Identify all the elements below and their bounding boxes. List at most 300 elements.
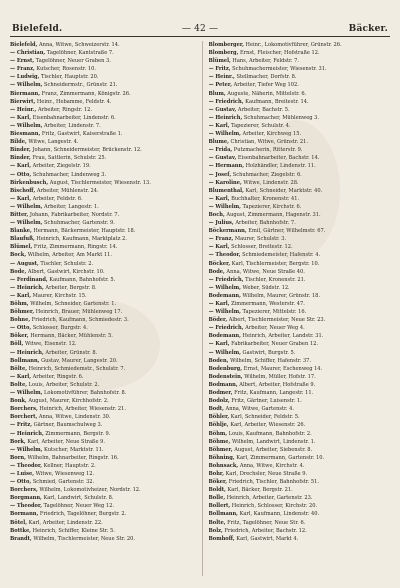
entry-name: Biesmann, — [10, 131, 41, 138]
directory-entry — [10, 179, 192, 187]
directory-entry — [10, 90, 192, 98]
directory-entry — [10, 219, 192, 227]
directory-entry — [10, 243, 192, 251]
entry-name: Born, — [10, 454, 26, 461]
entry-details: August, Tischlermeister, Wiesenstr. 13. — [49, 179, 151, 186]
entry-name: Boch, — [208, 211, 225, 218]
entry-name: Borgmann, — [10, 495, 42, 502]
entry-details: Kutscher, Marktstr. 11. — [44, 446, 104, 453]
directory-entry — [10, 260, 192, 268]
entry-name: Binder, — [10, 147, 31, 154]
directory-entry — [10, 349, 192, 357]
entry-details: Wilhelm, Arbeiter, Am Markt 11. — [27, 252, 112, 259]
directory-entry — [209, 130, 391, 138]
entry-name: Bodmer, — [208, 390, 233, 397]
left-column — [10, 41, 192, 576]
entry-name: Bode, — [10, 268, 27, 275]
directory-entry — [209, 284, 391, 292]
entry-name: Borchers, — [10, 406, 38, 413]
entry-details: Kellner, Hauptstr. 2. — [43, 462, 96, 469]
directory-entry — [209, 276, 391, 284]
directory-entry — [10, 470, 192, 478]
entry-details: Karl, Arbeiter, Wiesenstr. 26. — [230, 422, 306, 429]
entry-name: — Wilhelm, — [10, 446, 43, 453]
entry-name: — Luise, — [10, 470, 34, 477]
entry-name: Blaufuß, — [10, 236, 35, 243]
entry-name: Böhm, — [10, 301, 29, 307]
entry-details: Heinrich, Arbeiter, Landstr. 31. — [242, 333, 324, 340]
entry-details: Arbeiter, Tiefer Weg 102. — [233, 82, 299, 89]
entry-details: Anna, Witwe, Schweizerstr. 14. — [38, 42, 120, 48]
entry-details: Heinrich, Arbeiter, Gartenstr. 23. — [226, 495, 313, 502]
directory-entry — [209, 454, 391, 462]
directory-entry — [209, 300, 391, 308]
entry-name: — Karl, — [208, 195, 230, 202]
directory-entry — [209, 268, 391, 276]
entry-name: Blümel, — [208, 58, 231, 65]
directory-entry — [10, 462, 192, 470]
entry-name: Böhm, — [208, 430, 228, 437]
entry-name: — Karl, — [10, 292, 31, 299]
directory-entry — [10, 211, 192, 219]
entry-details: Schlosser, Burgstr. 4. — [32, 325, 88, 332]
entry-details: Witwe, Eisenstr. 12. — [24, 341, 77, 348]
entry-details: Auguste, Näherin, Mittelstr. 6. — [227, 90, 307, 97]
entry-name: — Wilhelm, — [10, 390, 43, 397]
directory-entry — [209, 519, 391, 527]
entry-name: Bodmann, — [208, 381, 238, 388]
directory-entry — [10, 527, 192, 535]
directory-entry — [10, 438, 192, 446]
entry-name: Bodolz, — [208, 398, 230, 405]
directory-entry — [209, 357, 391, 365]
entry-details: Wilhelm, Bahnarbeiter, Ringstr. 16. — [27, 454, 119, 461]
directory-entry — [10, 122, 192, 130]
entry-name: Bohne, — [10, 317, 31, 324]
entry-name: Borchert, — [10, 414, 38, 421]
entry-name: Bollmann, — [10, 357, 40, 364]
entry-name: Böckermann, — [208, 228, 247, 235]
entry-details: Schuhmacher, Mühlenweg 3. — [243, 114, 320, 121]
entry-details: Schneidermstr., Grünstr. 21. — [44, 82, 118, 89]
directory-entry — [209, 81, 391, 89]
entry-details: Tischler, Kronenstr. 21. — [245, 276, 306, 283]
entry-details: Schuhmacher, Lindenweg 3. — [32, 171, 107, 178]
entry-details: Heinrich, Brauer, Mühlenweg 17. — [35, 309, 123, 316]
entry-name: Blomberger, — [208, 42, 244, 48]
directory-entry — [10, 510, 192, 518]
entry-details: Wilhelm, Schneider, Gartenstr. 1. — [30, 301, 117, 307]
entry-name: — Karl, — [10, 163, 31, 170]
entry-details: Zimmermann, Bergstr. 9. — [45, 430, 111, 437]
entry-details: Lokomotivführer, Bahnhofstr. 8. — [44, 390, 127, 397]
entry-details: Fritz, Kaufmann, Langestr. 11. — [234, 390, 314, 397]
entry-details: Emil, Gärtner, Wilhelmstr. 67. — [248, 228, 326, 235]
entry-name: — Heinr., — [208, 74, 235, 81]
entry-details: Anna, Witwe, Kirchstr. 4. — [239, 462, 305, 469]
directory-entry — [209, 211, 391, 219]
directory-entry — [10, 114, 192, 122]
entry-details: Albert, Tischlermeister, Neue Str. 23. — [228, 317, 326, 324]
directory-entry — [10, 300, 192, 308]
entry-name: Bottke, — [10, 527, 31, 534]
entry-name: Blumenthal, — [208, 187, 244, 194]
directory-entry — [10, 292, 192, 300]
entry-name: Bielefeld, — [10, 42, 38, 48]
entry-details: Maurer, Schulstr. 3. — [234, 236, 287, 243]
entry-details: Karl, Schneider, Marktstr. 40. — [245, 187, 323, 194]
directory-entry — [10, 373, 192, 381]
directory-entry — [209, 527, 391, 535]
entry-details: Arbeiter, Neuer Weg 4. — [245, 325, 305, 332]
directory-entry — [209, 73, 391, 81]
directory-entry — [209, 340, 391, 348]
directory-entry — [209, 122, 391, 130]
entry-details: Arbeiter, Mühlenstr. 24. — [36, 187, 99, 194]
entry-name: Böhler, — [208, 414, 230, 421]
entry-details: Christian, Witwe, Grünstr. 21. — [230, 139, 308, 146]
entry-name: — Peter, — [208, 82, 232, 89]
directory-entry — [209, 349, 391, 357]
directory-entry — [10, 405, 192, 413]
directory-entry — [209, 510, 391, 518]
entry-name: Bölte, — [10, 365, 28, 372]
entry-name: Bollmann, — [208, 511, 238, 518]
entry-name: — Heinrich, — [10, 430, 44, 437]
entry-details: Karl, Tischlermeister, Bergstr. 10. — [231, 260, 320, 267]
directory-entry — [10, 365, 192, 373]
entry-name: Bolte, — [208, 519, 226, 526]
directory-entry — [10, 308, 192, 316]
entry-name: Böhning, — [208, 454, 235, 461]
entry-name: — Wilhelm, — [208, 131, 241, 138]
entry-name: Bollert, — [208, 503, 231, 510]
entry-details: Karl, Arbeiter, Neue Straße 9. — [27, 438, 105, 445]
entry-details: Schuhmacher, Gartenstr. 9. — [44, 220, 115, 227]
entry-name: — Josef, — [208, 171, 232, 178]
directory-entry — [209, 106, 391, 114]
directory-entry — [10, 389, 192, 397]
entry-details: Tagelöhner, Kantstraße 7. — [46, 50, 114, 57]
entry-details: Kaufmann, Bahnhofstr. 5. — [49, 276, 116, 283]
entry-details: Wilhelm, Schiffer, Hafenstr. 37. — [230, 357, 312, 364]
entry-name: — Friedrich, — [208, 98, 244, 105]
entry-name: Blanke, — [10, 228, 32, 235]
entry-name: — Friedrich, — [208, 276, 244, 283]
directory-entry — [209, 219, 391, 227]
entry-details: Arbeiter, Feldstr. 6. — [32, 195, 83, 202]
directory-entry — [209, 90, 391, 98]
entry-details: Tischler, Schulstr. 2. — [40, 260, 94, 267]
entry-name: Binder, — [10, 155, 31, 162]
directory-entry — [209, 154, 391, 162]
directory-entry — [209, 381, 391, 389]
entry-name: Bohr, — [208, 470, 224, 477]
directory-entry — [209, 251, 391, 259]
entry-details: Arbeiter, Ringstr. 6. — [32, 373, 84, 380]
entry-name: Bodt, — [208, 406, 224, 413]
directory-entry — [209, 227, 391, 235]
entry-details: Gärtner, Baumschulweg 3. — [33, 422, 103, 429]
directory-entry — [209, 243, 391, 251]
entry-name: Bilde, — [10, 139, 27, 146]
entry-name: — Theodor, — [10, 462, 43, 469]
entry-details: Karl, Gastwirt, Markt 4. — [236, 535, 299, 542]
entry-name: Brandt, — [10, 535, 32, 542]
entry-name: Blümel, — [10, 244, 33, 251]
entry-details: Gastwirt, Burgstr. 5. — [242, 349, 296, 356]
entry-details: Holzhändler, Lindenstr. 11. — [245, 163, 316, 170]
entry-details: Wilhelm, Maurer, Grünstr. 18. — [242, 292, 320, 299]
entry-name: Böker, — [208, 479, 228, 486]
entry-details: Heinr., Lokomotivführer, Grünstr. 26. — [245, 42, 342, 48]
entry-details: August, Arbeiter, Siebenstr. 8. — [234, 446, 313, 453]
entry-name: Birkenbusch, — [10, 179, 49, 186]
entry-name: Bormann, — [10, 511, 39, 518]
entry-name: Bohnsack, — [208, 462, 239, 469]
entry-name: Blomberg, — [208, 50, 239, 57]
entry-name: — Julius, — [208, 220, 234, 227]
directory-entry — [10, 276, 192, 284]
entry-details: Fritz, Zimmermann, Ringstr. 14. — [33, 244, 118, 251]
right-column — [202, 41, 391, 576]
entry-name: — Karl, — [10, 195, 31, 202]
entry-name: Böcker, — [208, 260, 231, 267]
entry-details: Wilhelm, Müller, Hofstr. 17. — [244, 373, 316, 380]
entry-name: Bonk, — [10, 398, 27, 405]
directory-entry — [10, 340, 192, 348]
entry-details: Friedrich, Tischler, Bahnhofstr. 51. — [228, 479, 319, 486]
entry-name: Bodemann, — [208, 333, 241, 340]
directory-entry — [209, 535, 391, 543]
entry-details: Heinrich, Schmiedemstr., Schulstr. 7. — [28, 365, 126, 372]
entry-name: — Hermann, — [208, 163, 244, 170]
entry-name: — Heinr., — [10, 106, 37, 113]
entry-name: Bomhoff, — [208, 535, 235, 542]
directory-entry — [10, 235, 192, 243]
directory-entry — [10, 502, 192, 510]
entry-details: Tapezierer, Schulstr. 4. — [231, 122, 291, 129]
entry-name: Bitter, — [10, 211, 29, 218]
directory-entry — [209, 49, 391, 57]
entry-details: Heinr., Hebamme, Feldstr. 4. — [36, 98, 112, 105]
entry-name: — Fritz, — [10, 422, 33, 429]
entry-name: Böll, — [10, 341, 24, 348]
entry-details: Fritz, Tagelöhner, Neue Str. 6. — [227, 519, 306, 526]
entry-name: Bierwirt, — [10, 98, 36, 105]
entry-name: Bodemann, — [208, 292, 241, 299]
entry-details: Arbeiter, Ringstr. 12. — [37, 106, 93, 113]
entry-name: Böhmer, — [10, 309, 35, 316]
entry-name: Bischoff, — [10, 187, 36, 194]
directory-entry — [10, 106, 192, 114]
entry-details: Friedrich, Arbeiter, Bachstr. 12. — [224, 527, 307, 534]
entry-name: — Gustav, — [208, 106, 237, 113]
entry-details: Schlosser, Breitestr. 12. — [231, 244, 293, 251]
entry-details: Zimmermann, Westerstr. 47. — [231, 301, 305, 307]
directory-entry — [10, 138, 192, 146]
directory-entry — [209, 470, 391, 478]
directory-entry — [10, 203, 192, 211]
entry-details: Karl, Bäcker, Bergstr. 21. — [227, 487, 293, 494]
directory-entry — [209, 421, 391, 429]
directory-entry — [209, 235, 391, 243]
entry-name: Bork, — [10, 438, 26, 445]
entry-details: Louis, Arbeiter, Schulstr. 2. — [28, 381, 100, 388]
entry-name: — Wilhelm, — [208, 349, 241, 356]
left-heading: Bielefeld. — [12, 24, 63, 34]
directory-entry — [10, 324, 192, 332]
entry-name: Bodenstein, — [208, 373, 243, 380]
directory-entry — [10, 146, 192, 154]
entry-details: Maurer, Kirchstr. 15. — [32, 292, 87, 299]
entry-details: Franz, Zimmermann, Königstr. 26. — [41, 90, 131, 97]
directory-entry — [10, 98, 192, 106]
entry-name: Bötel, — [10, 519, 28, 526]
entry-details: Louis, Kaufmann, Bahnhofstr. 2. — [228, 430, 312, 437]
entry-details: Albert, Gastwirt, Kirchstr. 10. — [27, 268, 105, 275]
directory-entry — [209, 179, 391, 187]
entry-details: Buchhalter, Kronenstr. 41. — [231, 195, 300, 202]
entry-name: — Heinrich, — [10, 284, 44, 291]
entry-name: — Gustav, — [208, 155, 237, 162]
entry-details: Arbeiter, Bergstr. 8. — [45, 284, 97, 291]
entry-details: Karl, Schneider, Feldstr. 5. — [230, 414, 300, 421]
directory-entry — [209, 462, 391, 470]
directory-entry — [209, 486, 391, 494]
entry-name: — Wilhelm, — [10, 220, 43, 227]
directory-entry — [209, 114, 391, 122]
entry-name: — Karl, — [208, 122, 230, 129]
directory-entry — [10, 57, 192, 65]
entry-name: Bolle, — [208, 495, 226, 502]
entry-name: Boden, — [208, 357, 229, 364]
entry-details: Kutscher, Rosenstr. 10. — [36, 66, 96, 73]
directory-entry — [10, 195, 192, 203]
directory-entry — [209, 316, 391, 324]
entry-name: Biermann, — [10, 90, 41, 97]
entry-name: Böhlje, — [208, 422, 229, 429]
entry-name: Blume, — [208, 139, 229, 146]
directory-entry — [10, 284, 192, 292]
entry-name: — Frida, — [208, 147, 233, 154]
entry-details: Frau, Sattlerin, Schulstr. 25. — [32, 155, 107, 162]
directory-entry — [10, 430, 192, 438]
directory-entry — [209, 203, 391, 211]
directory-entry — [10, 81, 192, 89]
entry-details: Ernst, Maurer, Eschenweg 14. — [243, 365, 323, 372]
entry-name: — Theodor, — [208, 252, 241, 259]
entry-details: Gustav, Maurer, Langestr. 20. — [41, 357, 118, 364]
directory-entry — [10, 316, 192, 324]
directory-entry — [209, 405, 391, 413]
directory-entry — [10, 187, 192, 195]
entry-name: Bolte, — [10, 381, 28, 388]
entry-details: Fritz, Gärtner, Luisenstr. 1. — [231, 398, 302, 405]
entry-name: — Fritz, — [208, 66, 231, 73]
entry-name: Böker, — [10, 333, 29, 340]
directory-entry — [10, 130, 192, 138]
entry-details: Arbeiter, Bachstr. 5. — [237, 106, 290, 113]
directory-entry — [209, 171, 391, 179]
directory-entry — [209, 494, 391, 502]
entry-name: — Wilhelm, — [10, 82, 43, 89]
directory-entry — [209, 65, 391, 73]
entry-details: Johann, Fabrikarbeiter, Nordstr. 7. — [29, 211, 120, 218]
directory-entry — [209, 146, 391, 154]
entry-details: Eisenbahnarbeiter, Lindenstr. 6. — [32, 114, 116, 121]
directory-entry — [209, 373, 391, 381]
entry-details: Anna, Witwe, Neue Straße 40. — [226, 268, 305, 275]
entry-details: Witwe, Lindenstr. 28. — [243, 179, 299, 186]
directory-entry — [209, 389, 391, 397]
directory-entry — [209, 324, 391, 332]
entry-name: Boldt, — [208, 487, 226, 494]
entry-details: Heinrich, Arbeiter, Wiesenstr. 21. — [39, 406, 126, 413]
entry-name: Bolz, — [208, 527, 223, 534]
entry-name: — Wilhelm, — [208, 284, 241, 291]
entry-name: — Karl, — [10, 373, 31, 380]
entry-name: — Heinrich, — [10, 349, 44, 356]
entry-name: — Wilhelm, — [208, 309, 241, 316]
directory-entry — [209, 41, 391, 49]
entry-details: Schuhmacher, Ziegelstr. 6. — [232, 171, 302, 178]
directory-entry — [10, 381, 192, 389]
entry-details: Heinrich, Schlosser, Kirchstr. 20. — [231, 503, 318, 510]
directory-entry — [10, 73, 192, 81]
entry-name: — Karl, — [10, 114, 31, 121]
entry-name: — Theodor, — [10, 503, 43, 510]
directory-entry — [209, 98, 391, 106]
directory-entry — [10, 478, 192, 486]
directory-entry — [10, 446, 192, 454]
directory-entry — [209, 138, 391, 146]
directory-entry — [10, 454, 192, 462]
entry-name: Böder, — [208, 317, 228, 324]
entry-name: — Heinrich, — [208, 114, 243, 121]
directory-entry — [10, 162, 192, 170]
entry-details: Albert, Arbeiter, Hofstraße 9. — [239, 381, 316, 388]
entry-name: — Ferdinand, — [10, 276, 48, 283]
entry-details: Friedrich, Tagelöhner, Burgstr. 2. — [39, 511, 127, 518]
entry-details: Arbeiter, Ziegelstr. 19. — [32, 163, 91, 170]
entry-details: Witwe, Langestr. 4. — [28, 139, 79, 146]
directory-entry — [209, 187, 391, 195]
directory-entry — [10, 486, 192, 494]
entry-details: Schmiedemeister, Hafenstr. 4. — [242, 252, 321, 259]
entry-name: Böhmer, — [208, 446, 233, 453]
entry-name: — Otto, — [10, 171, 32, 178]
entry-name: — Franz, — [10, 66, 35, 73]
directory-entry — [10, 332, 192, 340]
entry-details: Karl, Kaufmann, Lindenstr. 40. — [239, 511, 320, 518]
entry-details: Arbeiter, Kirchweg 15. — [242, 131, 302, 138]
entry-details: Weber, Südstr. 12. — [242, 284, 290, 291]
directory-columns — [10, 41, 390, 576]
entry-details: Karl, Zimmermann, Gartenstr. 10. — [236, 454, 325, 461]
entry-name: — Otto, — [10, 325, 32, 332]
directory-entry — [10, 49, 192, 57]
directory-entry — [10, 154, 192, 162]
directory-entry — [209, 413, 391, 421]
entry-details: Fabrikarbeiter, Neuer Graben 12. — [231, 341, 318, 348]
entry-details: Arbeiter, Grünstr. 8. — [45, 349, 98, 356]
entry-name: Böhme, — [208, 438, 231, 445]
directory-entry — [10, 268, 192, 276]
directory-entry — [209, 195, 391, 203]
right-heading: Bäcker. — [348, 24, 388, 34]
entry-details: August, Zimmermann, Hagenstr. 31. — [226, 211, 321, 218]
